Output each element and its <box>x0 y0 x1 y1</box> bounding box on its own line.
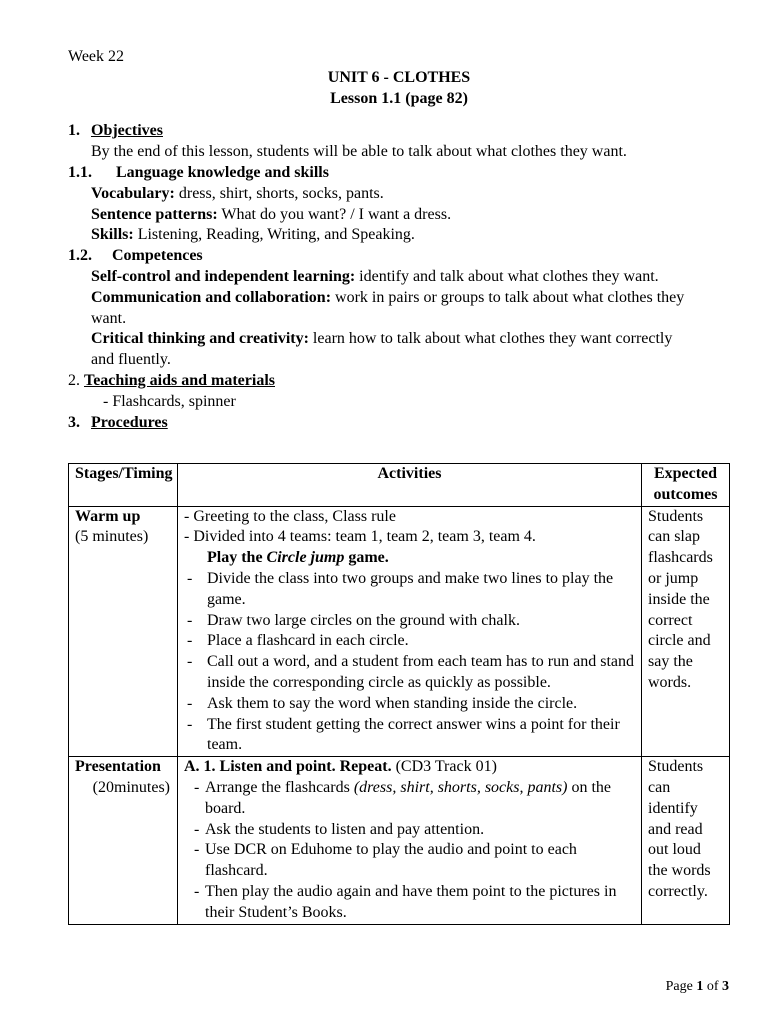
objectives-intro: By the end of this lesson, students will be able to talk about what clothes they want. <box>91 143 627 161</box>
list-item: - The first student getting the correct answer wins a point for their team. <box>184 715 635 757</box>
vocabulary-line: Vocabulary: dress, shirt, shorts, socks, pants. <box>91 184 384 202</box>
list-item: - Arrange the flashcards (dress, shirt, shorts, socks, pants) on the board. <box>184 778 635 820</box>
header-expected-outcomes: Expected outcomes <box>642 464 730 507</box>
warmup-teams: - Divided into 4 teams: team 1, team 2, team 3, team 4. <box>184 528 536 546</box>
presentation-task-title: A. 1. Listen and point. Repeat. (CD3 Track 01) <box>184 758 497 776</box>
table-row-warmup <box>69 506 730 757</box>
list-item: - Then play the audio again and have them point to the pictures in their Student’s Books. <box>184 882 635 924</box>
warmup-stage: Warm up <box>75 507 141 525</box>
warmup-steps <box>184 569 635 756</box>
list-item: - Use DCR on Eduhome to play the audio and point to each flashcard. <box>184 840 635 882</box>
presentation-activities-cell <box>178 757 642 924</box>
competences-heading: 1.2. Competences <box>68 247 203 265</box>
page-number: Page 1 of 3 <box>665 979 729 994</box>
presentation-stage: Presentation <box>75 758 161 776</box>
header-stages-timing: Stages/Timing <box>69 464 178 507</box>
presentation-steps <box>184 778 635 924</box>
list-item: - Draw two large circles on the ground with chalk. <box>184 611 635 632</box>
skills-line: Skills: Listening, Reading, Writing, and Speaking. <box>91 226 415 244</box>
critical-thinking-line: Critical thinking and creativity: learn how to talk about what clothes they want correctly and fluently. <box>91 330 673 369</box>
warmup-greeting: - Greeting to the class, Class rule <box>184 507 396 525</box>
self-control-line: Self-control and independent learning: identify and talk about what clothes they want. <box>91 267 659 285</box>
presentation-timing: (20minutes) <box>92 778 170 796</box>
warmup-game-title: Play the Circle jump game. <box>207 549 389 567</box>
list-item: - Place a flashcard in each circle. <box>184 631 635 652</box>
list-item: - Ask the students to listen and pay attention. <box>184 820 635 841</box>
table-header-row <box>69 464 730 507</box>
language-knowledge-heading: 1.1. Language knowledge and skills <box>68 163 329 181</box>
warmup-activities-cell <box>178 506 642 757</box>
teaching-aids-item: - Flashcards, spinner <box>103 392 236 410</box>
warmup-expected-cell: Students can slap flashcards or jump inside the correct circle and say the words. <box>642 506 730 757</box>
procedures-heading: 3. Procedures <box>68 413 168 431</box>
presentation-expected-cell: Students can identify and read out loud the words correctly. <box>642 757 730 924</box>
communication-line: Communication and collaboration: work in pairs or groups to talk about what clothes they want. <box>91 288 685 327</box>
lesson-header <box>68 47 730 433</box>
presentation-stage-cell <box>69 757 178 924</box>
table-row-presentation <box>69 757 730 924</box>
sentence-patterns-line: Sentence patterns: What do you want? / I want a dress. <box>91 205 452 223</box>
list-item: - Divide the class into two groups and make two lines to play the game. <box>184 569 635 611</box>
teaching-aids-heading: 2. Teaching aids and materials <box>68 371 275 389</box>
header-activities: Activities <box>178 464 642 507</box>
objectives-heading: 1. Objectives <box>68 122 163 140</box>
warmup-timing: (5 minutes) <box>75 528 149 546</box>
week-label: Week 22 <box>68 48 125 65</box>
list-item: - Call out a word, and a student from each team has to run and stand inside the corresponding circle as quickly as possible. <box>184 652 635 694</box>
unit-title: UNIT 6 - CLOTHES <box>327 68 471 86</box>
lesson-title: Lesson 1.1 (page 82) <box>330 89 468 107</box>
procedures-table <box>68 463 730 925</box>
warmup-stage-cell <box>69 506 178 757</box>
list-item: - Ask them to say the word when standing inside the circle. <box>184 694 635 715</box>
